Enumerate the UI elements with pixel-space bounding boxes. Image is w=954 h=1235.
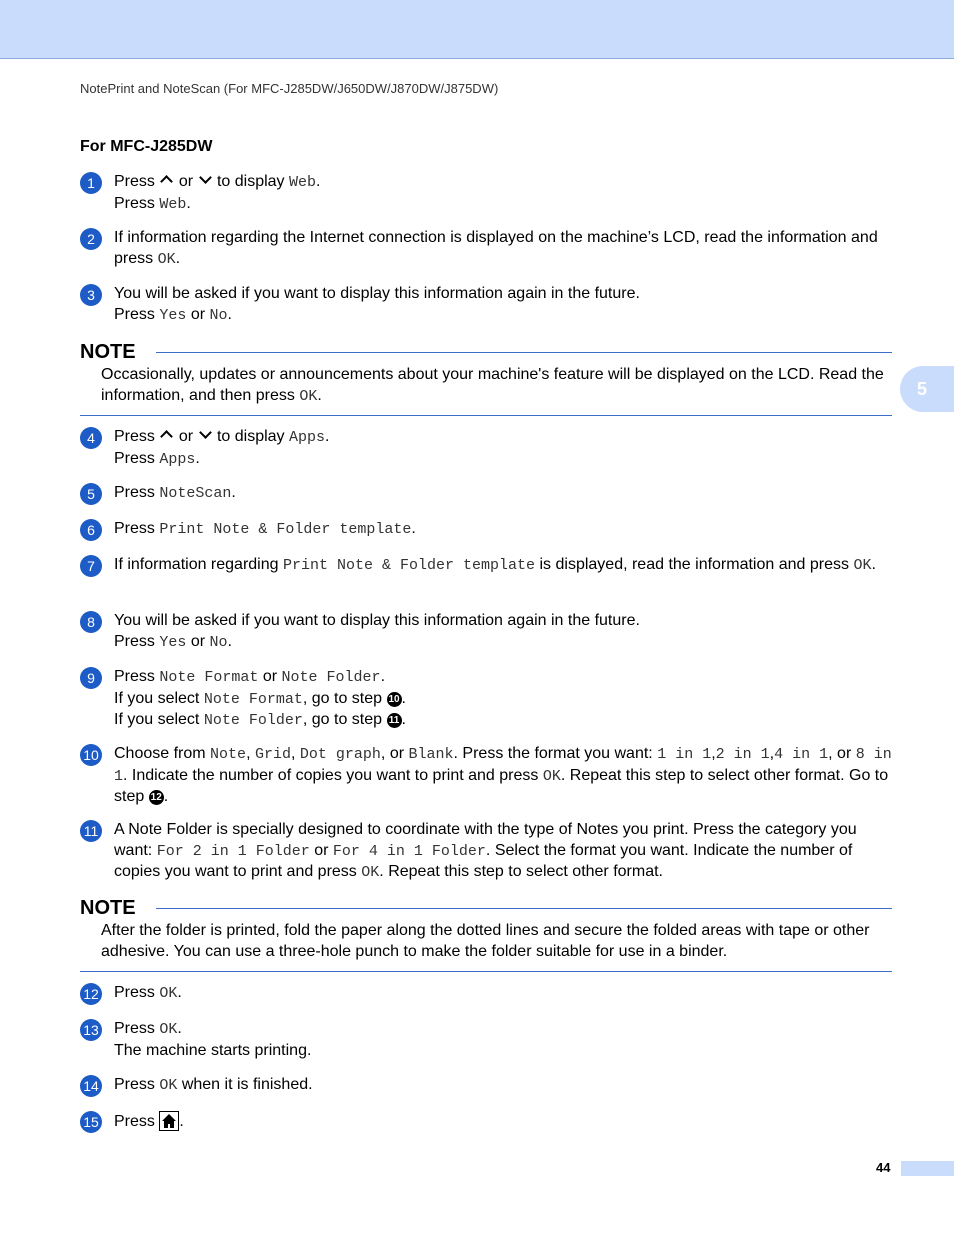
step-2: 2 If information regarding the Internet connection is displayed on the machine’s LCD, read the information and press OK.: [80, 228, 892, 270]
step-number: 13: [80, 1019, 102, 1041]
note-text: Occasionally, updates or announcements about your machine's feature will be displayed on the LCD. Read the information, and then press OK.: [101, 366, 884, 405]
step-9: 9 Press Note Format or Note Folder. If you select Note Format, go to step 10 . If you select Note Folder, go to step 11 .: [80, 667, 892, 732]
step-11: 11 A Note Folder is specially designed to coordinate with the type of Notes you print. Press the category you want: For 2 in 1 Folder or For 4 in 1 Folder. Select the format you want. Indicate the number of copies you want to print and press OK. Repeat this step to select other format.: [80, 820, 892, 884]
note-rule: [156, 352, 892, 353]
note-rule: [156, 908, 892, 909]
lcd-option: Web: [159, 195, 187, 213]
step-12: 12 Press OK.: [80, 983, 892, 1005]
lcd-option: Web: [289, 174, 317, 191]
chapter-tab: 5: [900, 366, 954, 412]
step-number: 14: [80, 1075, 102, 1097]
step-15: 15 Press .: [80, 1111, 892, 1133]
note-title: NOTE: [80, 341, 136, 363]
step-number: 3: [80, 284, 102, 306]
header-band: [0, 0, 954, 59]
step-number: 6: [80, 519, 102, 541]
step-4: 4 Press or to display Apps. Press Apps.: [80, 427, 892, 470]
step-13: 13 Press OK. The machine starts printing.: [80, 1019, 892, 1061]
step-number: 11: [80, 820, 102, 842]
note-box: [80, 897, 892, 972]
note-box: [80, 341, 892, 416]
step-number: 15: [80, 1111, 102, 1133]
step-1: 1 Press or to display Web. Press Web.: [80, 172, 892, 215]
step-number: 5: [80, 483, 102, 505]
step-7: 7 If information regarding Print Note & Folder template is displayed, read the information and press OK.: [80, 555, 892, 577]
note-text: After the folder is printed, fold the paper along the dotted lines and secure the folded areas with tape or other adhesive. You can use a three-hole punch to make the folder suitable for use in a binder.: [101, 922, 870, 960]
home-icon: [159, 1111, 179, 1131]
step-ref: 12: [150, 792, 162, 803]
step-number: 8: [80, 611, 102, 633]
step-number: 7: [80, 555, 102, 577]
step-3: 3 You will be asked if you want to display this information again in the future. Press Yes or No.: [80, 284, 892, 326]
step-6: 6 Press Print Note & Folder template.: [80, 519, 892, 541]
note-title: NOTE: [80, 897, 136, 919]
page-bar: [901, 1161, 954, 1176]
note-bottom-rule: [80, 971, 892, 972]
step-14: 14 Press OK when it is finished.: [80, 1075, 892, 1097]
up-arrow-icon: [160, 430, 173, 443]
step-number: 1: [80, 172, 102, 194]
running-head: NotePrint and NoteScan (For MFC-J285DW/J650DW/J870DW/J875DW): [80, 81, 499, 96]
down-arrow-icon: [199, 171, 212, 184]
step-8: 8 You will be asked if you want to display this information again in the future. Press Yes or No.: [80, 611, 892, 653]
down-arrow-icon: [199, 426, 212, 439]
step-number: 9: [80, 667, 102, 689]
step-number: 4: [80, 427, 102, 449]
step-ref: 10: [388, 693, 400, 705]
section-title: For MFC-J285DW: [80, 138, 213, 155]
note-bottom-rule: [80, 415, 892, 416]
step-10: 10 Choose from Note, Grid, Dot graph, or Blank. Press the format you want: 1 in 1,2 in 1,4 in 1, or 8 in 1. Indicate the number of copies you want to print and press OK. Repeat this step to select other format. Go to step 12 .: [80, 744, 892, 808]
step-ref: 11: [387, 713, 402, 728]
step-number: 12: [80, 983, 102, 1005]
page-number: 44: [876, 1160, 891, 1175]
step-number: 2: [80, 228, 102, 250]
step-number: 10: [80, 744, 102, 766]
up-arrow-icon: [160, 175, 173, 188]
step-5: 5 Press NoteScan.: [80, 483, 892, 505]
